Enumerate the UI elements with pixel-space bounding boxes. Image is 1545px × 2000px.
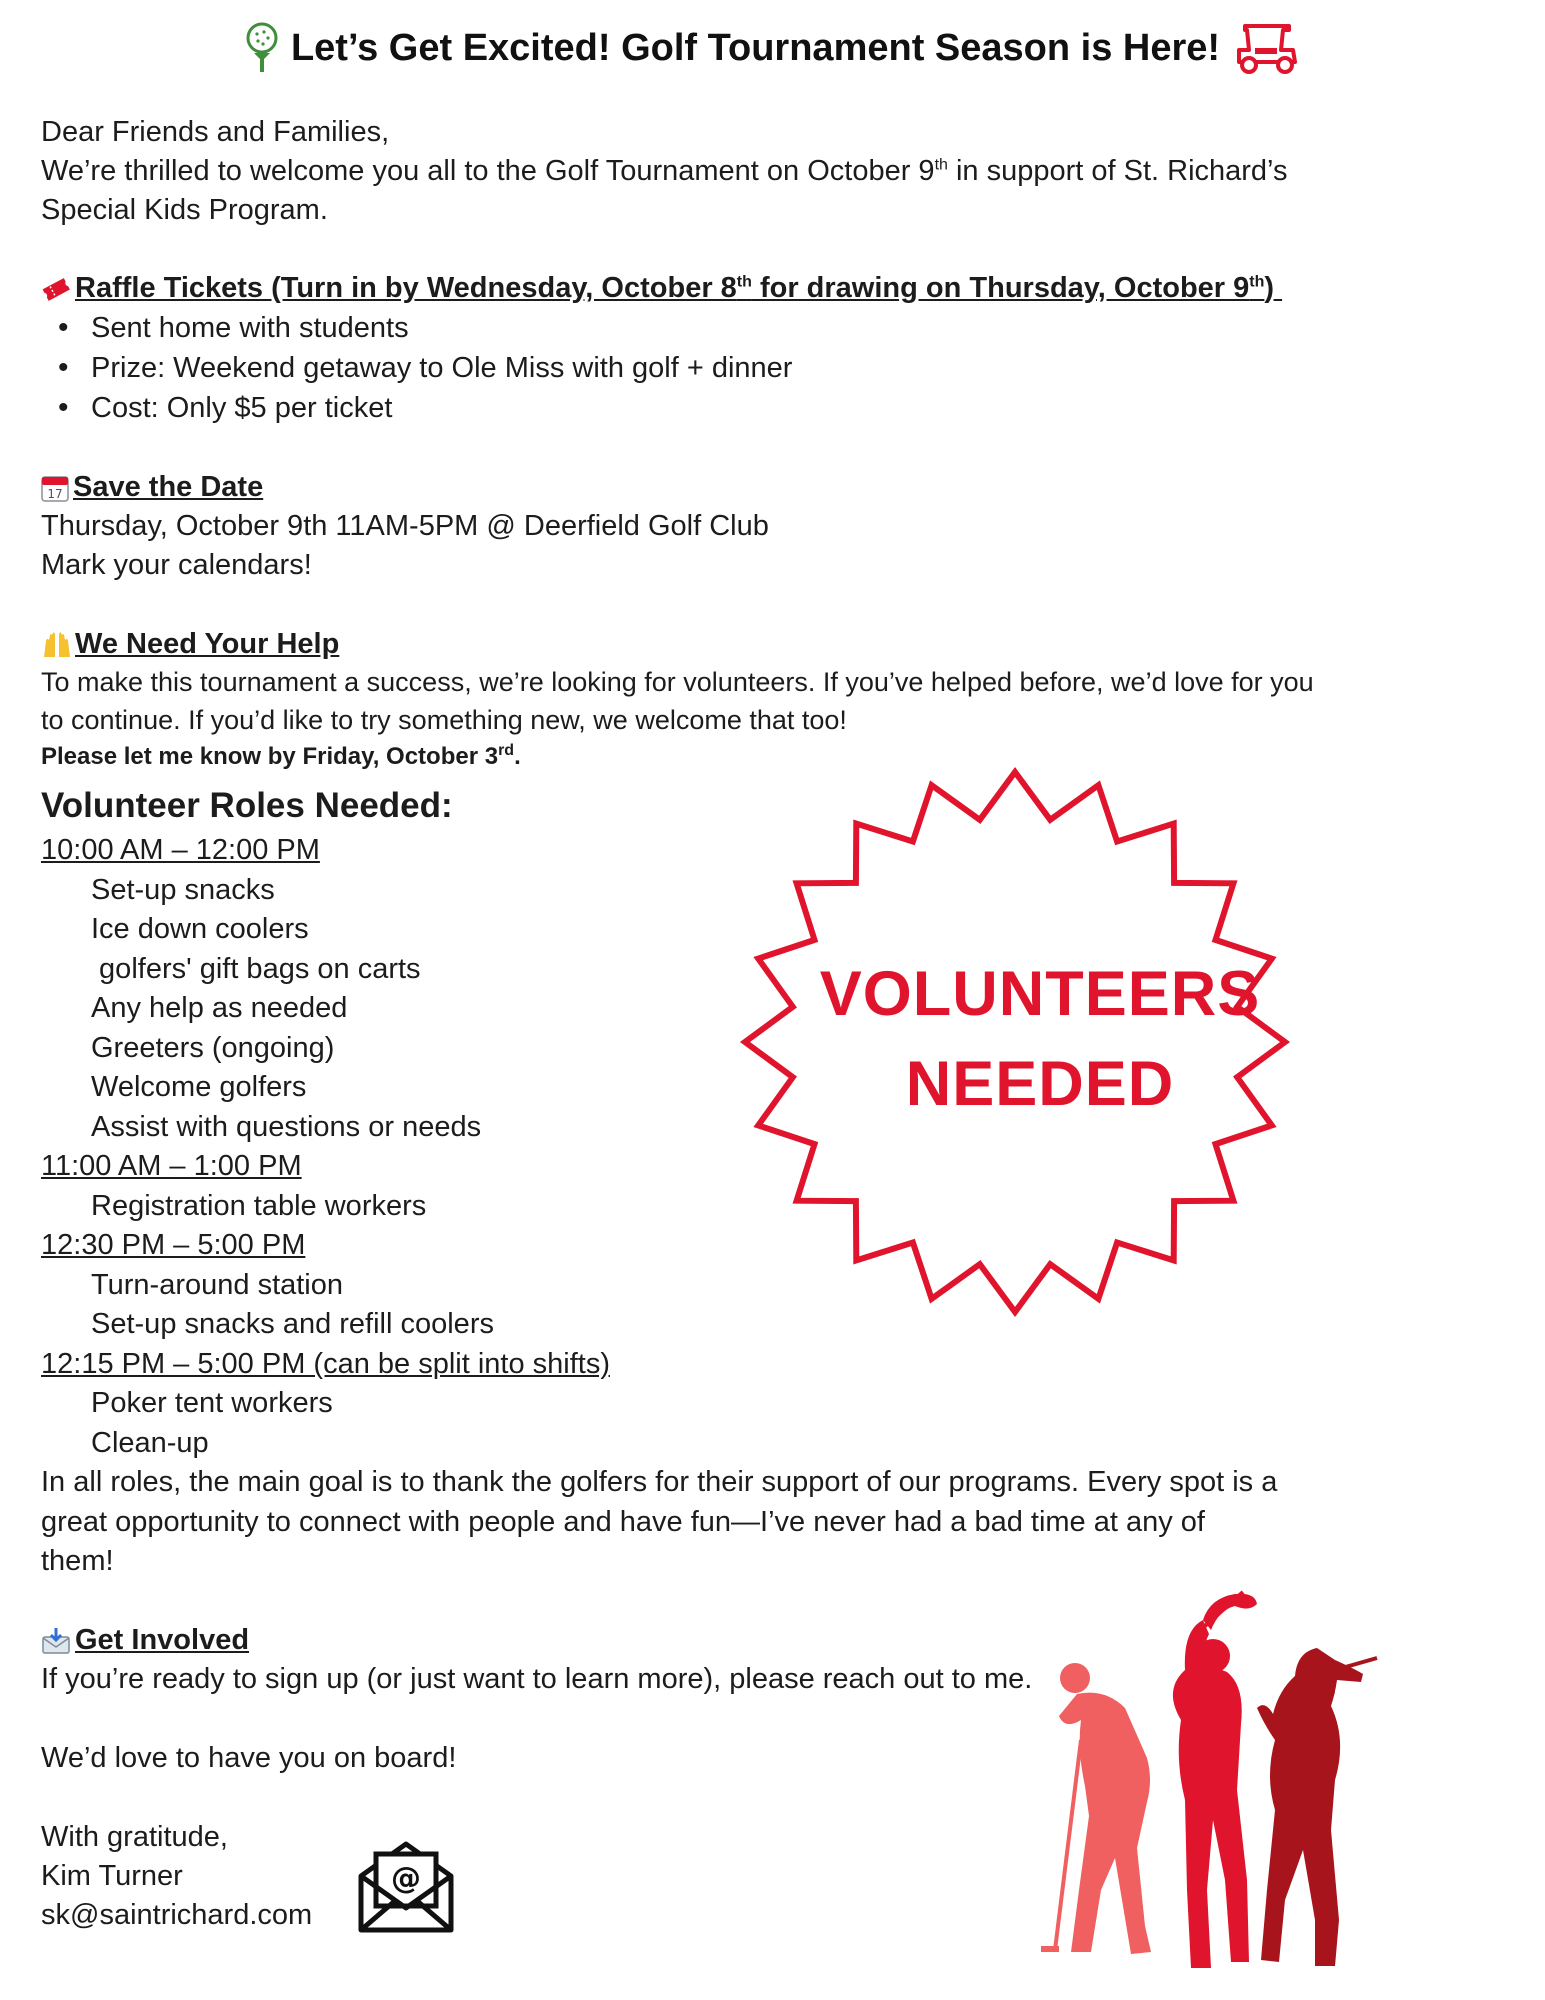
deadline-text: Please let me know by Friday, October 3 [41,743,499,770]
role-item: Greeters (ongoing) [91,1032,335,1064]
role-item: Poker tent workers [91,1387,333,1419]
role-item: golfers' gift bags on carts [91,953,421,985]
role-item: Welcome golfers [91,1071,307,1103]
intro-line-1-b: in support of St. Richard’s [947,155,1288,187]
save-the-date-heading [41,469,263,505]
svg-text:17: 17 [47,487,63,502]
role-item: Set-up snacks [91,874,275,906]
deadline-end: . [514,743,521,770]
signature-name: Kim Turner [41,1860,183,1892]
greeting: Dear Friends and Families, [41,116,390,148]
role-item: Registration table workers [91,1190,427,1222]
ticket-icon [41,275,71,303]
get-involved-line-1: If you’re ready to sign up (or just want to learn more), please reach out to me. [41,1663,1033,1695]
event-details: Thursday, October 9th 11AM-5PM @ Deerfield Golf Club [41,510,769,542]
shift-time: 12:15 PM – 5:00 PM (can be split into shifts) [41,1348,610,1380]
email-envelope-icon [356,1836,456,1936]
signature-closing: With gratitude, [41,1821,228,1853]
calendar-icon [41,474,69,502]
role-item: Turn-around station [91,1269,344,1301]
title-text: Let’s Get Excited! Golf Tournament Season is Here! [290,26,1221,69]
get-involved-line-2: We’d love to have you on board! [41,1742,457,1774]
page-title [0,18,1545,76]
role-item: Any help as needed [91,992,348,1024]
closing-line-2: great opportunity to connect with people and have fun—I’ve never had a bad time at any of [41,1506,1205,1538]
golfers-illustration [1035,1590,1385,2000]
envelope-arrow-icon [41,1627,71,1655]
help-deadline [41,740,521,774]
intro-line-1-a: We’re thrilled to welcome you all to the Golf Tournament on October 9 [41,155,935,187]
putting-golfer-silhouette [1041,1663,1151,1954]
raffle-heading-c: ) [1264,272,1275,304]
raffle-bullet: • Cost: Only $5 per ticket [58,390,392,426]
follow-through-golfer-silhouette [1257,1648,1377,1966]
shift-time: 10:00 AM – 12:00 PM [41,834,320,866]
roles-heading: Volunteer Roles Needed: [41,786,453,825]
golf-cart-icon [1231,20,1301,76]
role-item: Clean-up [91,1427,209,1459]
help-heading [41,626,339,662]
mark-calendars: Mark your calendars! [41,549,312,581]
closing-line-3: them! [41,1545,114,1577]
raffle-bullet: • Sent home with students [58,310,409,346]
signature-email[interactable]: sk@saintrichard.com [41,1899,313,1931]
raised-hands-icon [41,631,73,659]
get-involved-title: Get Involved [75,1624,250,1656]
golf-ball-on-tee-icon [244,22,280,74]
badge-line-1: VOLUNTEERS [819,959,1261,1029]
intro-line-1 [41,153,1287,189]
svg-text:@: @ [391,1861,421,1896]
swinging-golfer-silhouette [1173,1592,1257,1968]
raffle-bullet: • Prize: Weekend getaway to Ole Miss with golf + dinner [58,350,792,386]
get-involved-heading [41,1622,249,1658]
intro-sup: th [934,156,948,174]
raffle-heading-a: Raffle Tickets (Turn in by Wednesday, October 8 [75,272,737,304]
raffle-sup-1: th [736,273,752,291]
shift-time: 12:30 PM – 5:00 PM [41,1229,306,1261]
deadline-sup: rd [498,742,515,759]
raffle-sup-2: th [1249,273,1265,291]
closing-line-1: In all roles, the main goal is to thank the golfers for their support of our programs. Every spot is a [41,1466,1278,1498]
raffle-heading-b: for drawing on Thursday, October 9 [751,272,1250,304]
raffle-heading [41,270,1282,306]
role-item: Set-up snacks and refill coolers [91,1308,494,1340]
badge-line-2: NEEDED [905,1049,1175,1119]
help-line-2: to continue. If you’d like to try something new, we welcome that too! [41,705,847,735]
role-item: Ice down coolers [91,913,309,945]
role-item: Assist with questions or needs [91,1111,482,1143]
help-line-1: To make this tournament a success, we’re looking for volunteers. If you’ve helped before, we’d love for you [41,667,1314,697]
help-title: We Need Your Help [75,628,340,660]
shift-time: 11:00 AM – 1:00 PM [41,1150,302,1182]
save-the-date-title: Save the Date [73,471,264,503]
intro-line-2: Special Kids Program. [41,194,328,226]
